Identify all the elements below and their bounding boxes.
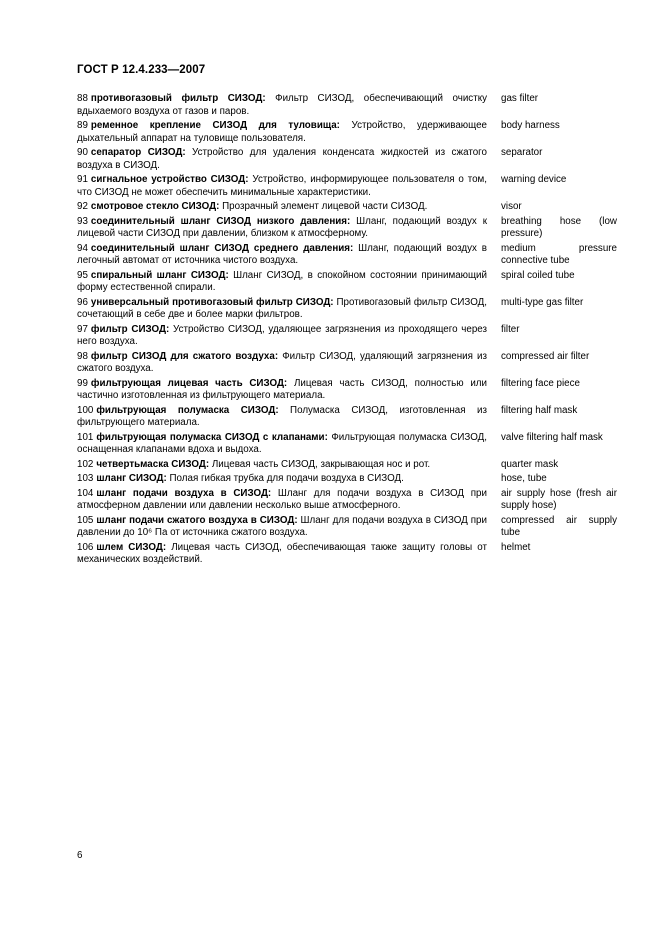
term-en-95: spiral coiled tube <box>501 269 575 281</box>
term-en-102: quarter mask <box>501 458 559 470</box>
term-entry-91 <box>77 174 617 199</box>
term-en-104: air supply hose (fresh air supply hose) <box>501 487 617 511</box>
term-en-96: multi-type gas filter <box>501 296 584 308</box>
term-en-106: helmet <box>501 541 531 553</box>
term-number: 103 <box>77 473 94 484</box>
term-number: 92 <box>77 201 88 212</box>
term-number: 97 <box>77 323 88 335</box>
term-name: шланг СИЗОД: <box>96 473 167 484</box>
term-entry-105 <box>77 515 617 540</box>
term-definition: Шланг, подающий воздух к лицевой части СИЗОД при давлении, близком к атмосферному. <box>77 215 487 239</box>
term-ru-89 <box>77 120 487 145</box>
term-number: 93 <box>77 215 88 227</box>
term-en-101: valve filtering half mask <box>501 431 603 443</box>
term-name: шлем СИЗОД: <box>96 541 167 553</box>
term-en-91: warning device <box>501 174 567 185</box>
term-definition: Полая гибкая трубка для подачи воздуха в СИЗОД. <box>166 473 404 484</box>
term-name: четвертьмаска СИЗОД: <box>96 458 210 470</box>
term-entry-89 <box>77 120 617 145</box>
term-entry-97 <box>77 324 617 349</box>
term-number: 91 <box>77 174 88 185</box>
term-number: 90 <box>77 147 88 158</box>
term-definition: Устройство СИЗОД, удаляющее загрязнения из проходящего через него воздуха. <box>77 323 487 347</box>
term-entry-99 <box>77 378 617 403</box>
term-ru-97 <box>77 324 487 349</box>
term-number: 106 <box>77 541 94 553</box>
term-definition: Фильтр СИЗОД, удаляющий загрязнения из сжатого воздуха. <box>77 350 487 374</box>
term-entry-100 <box>77 405 617 430</box>
term-en-92: visor <box>501 201 522 212</box>
term-number: 104 <box>77 487 94 499</box>
term-name: фильтрующая полумаска СИЗОД с клапанами: <box>96 431 328 443</box>
term-number: 89 <box>77 120 88 131</box>
term-number: 100 <box>77 404 94 416</box>
term-number: 98 <box>77 350 88 362</box>
term-en-98: compressed air filter <box>501 350 590 362</box>
term-definition: Устройство, информирующее пользователя о том, что СИЗОД не может обеспечить минимальные характеристики. <box>77 174 487 198</box>
term-name: смотровое стекло СИЗОД: <box>90 201 220 212</box>
term-ru-95 <box>77 270 487 295</box>
term-entry-95 <box>77 270 617 295</box>
term-ru-93 <box>77 216 487 241</box>
term-en-89: body harness <box>501 120 560 131</box>
term-name: шланг подачи сжатого воздуха в СИЗОД: <box>96 514 298 526</box>
term-definition: Лицевая часть СИЗОД, обеспечивающая также защиту головы от механических воздействий. <box>77 541 488 565</box>
term-en-100: filtering half mask <box>501 404 578 416</box>
term-entry-88 <box>77 93 617 118</box>
term-name: противогазовый фильтр СИЗОД: <box>90 93 266 104</box>
term-en-105: compressed air supply tube <box>501 514 617 538</box>
term-ru-98 <box>77 351 487 376</box>
term-ru-90 <box>77 147 487 172</box>
term-definition: Противогазовый фильтр СИЗОД, сочетающий в себе две и более марки фильтров. <box>77 296 487 320</box>
term-name: шланг подачи воздуха в СИЗОД: <box>96 487 272 499</box>
term-ru-100 <box>77 405 487 430</box>
term-number: 101 <box>77 431 94 443</box>
term-name: фильтрующая лицевая часть СИЗОД: <box>90 377 288 389</box>
term-name: универсальный противогазовый фильтр СИЗОД: <box>90 296 334 308</box>
term-ru-104 <box>77 488 487 513</box>
term-name: фильтрующая полумаска СИЗОД: <box>96 404 279 416</box>
term-number: 99 <box>77 377 88 389</box>
term-list <box>77 93 617 569</box>
term-name: ременное крепление СИЗОД для туловища: <box>90 120 340 131</box>
term-definition: Шланг, подающий воздух в легочный автомат от источника чистого воздуха. <box>77 242 488 266</box>
term-name: фильтр СИЗОД: <box>90 323 170 335</box>
term-name: спиральный шланг СИЗОД: <box>90 269 229 281</box>
term-en-99: filtering face piece <box>501 377 580 389</box>
term-ru-102 <box>77 459 487 472</box>
term-number: 88 <box>77 93 88 104</box>
term-definition: Шланг СИЗОД, в спокойном состоянии принимающий форму естественной спирали. <box>77 269 487 293</box>
term-name: соединительный шланг СИЗОД среднего давления: <box>90 242 354 254</box>
term-definition: Прозрачный элемент лицевой части СИЗОД. <box>219 201 428 212</box>
term-name: сигнальное устройство СИЗОД: <box>90 174 249 185</box>
term-entry-106 <box>77 542 617 567</box>
term-ru-103 <box>77 473 487 486</box>
term-entry-103 <box>77 473 617 486</box>
term-definition: Фильтр СИЗОД, обеспечивающий очистку вдыхаемого воздуха от газов и паров. <box>77 93 487 117</box>
term-definition: Лицевая часть СИЗОД, полностью или частично изготовленная из фильтрующего материала. <box>77 377 487 401</box>
term-entry-90 <box>77 147 617 172</box>
term-definition: Шланг для подачи воздуха в СИЗОД при давлении до 10⁶ Па от источника сжатого воздуха. <box>77 514 487 538</box>
term-number: 105 <box>77 514 94 526</box>
term-ru-106 <box>77 542 487 567</box>
term-en-90: separator <box>501 147 543 158</box>
term-number: 95 <box>77 269 88 281</box>
term-en-97: filter <box>501 323 520 335</box>
term-number: 96 <box>77 296 88 308</box>
page-number: 6 <box>77 850 83 861</box>
term-ru-92 <box>77 201 487 214</box>
document-header: ГОСТ Р 12.4.233—2007 <box>77 64 206 76</box>
term-ru-105 <box>77 515 487 540</box>
term-name: соединительный шланг СИЗОД низкого давления: <box>90 215 351 227</box>
term-entry-104 <box>77 488 617 513</box>
term-en-94: medium pressure connective tube <box>501 242 617 266</box>
term-ru-88 <box>77 93 487 118</box>
term-entry-101 <box>77 432 617 457</box>
term-definition: Устройство, удерживающее дыхательный аппарат на туловище пользователя. <box>77 120 487 144</box>
term-en-93: breathing hose (low pressure) <box>501 215 617 239</box>
term-entry-93 <box>77 216 617 241</box>
term-ru-96 <box>77 297 487 322</box>
term-ru-99 <box>77 378 487 403</box>
term-number: 102 <box>77 458 94 470</box>
term-en-88: gas filter <box>501 93 539 104</box>
term-definition: Полумаска СИЗОД, изготовленная из фильтрующего материала. <box>77 404 487 428</box>
term-name: сепаратор СИЗОД: <box>90 147 186 158</box>
term-entry-92 <box>77 201 617 214</box>
term-name: фильтр СИЗОД для сжатого воздуха: <box>90 350 279 362</box>
term-entry-94 <box>77 243 617 268</box>
term-ru-91 <box>77 174 487 199</box>
term-ru-101 <box>77 432 487 457</box>
term-definition: Лицевая часть СИЗОД, закрывающая нос и рот. <box>209 458 431 470</box>
term-entry-96 <box>77 297 617 322</box>
term-definition: Шланг для подачи воздуха в СИЗОД при атмосферном давлении или давлении несколько выше атмосферного. <box>77 487 487 511</box>
term-ru-94 <box>77 243 487 268</box>
term-en-103: hose, tube <box>501 473 547 484</box>
term-entry-102 <box>77 459 617 472</box>
term-definition: Устройство для удаления конденсата жидкостей из сжатого воздуха в СИЗОД. <box>77 147 487 171</box>
term-number: 94 <box>77 242 88 254</box>
term-definition: Фильтрующая полумаска СИЗОД, оснащенная клапанами вдоха и выдоха. <box>77 431 487 455</box>
term-entry-98 <box>77 351 617 376</box>
